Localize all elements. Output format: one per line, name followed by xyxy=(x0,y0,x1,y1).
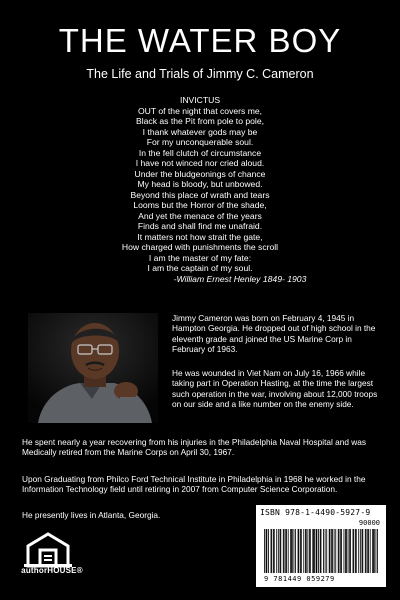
barcode-bar xyxy=(266,529,267,573)
barcode-bar xyxy=(295,529,296,573)
barcode-bar xyxy=(349,529,350,573)
barcode-bar xyxy=(338,529,339,573)
poem-line: How charged with punishments the scroll xyxy=(121,242,279,252)
poem-heading: INVICTUS xyxy=(179,95,221,105)
poem-line: For my unconquerable soul. xyxy=(146,137,254,147)
author-photo-illustration xyxy=(28,313,158,423)
barcode-bar xyxy=(358,529,359,573)
poem-line: Black as the Pit from pole to pole, xyxy=(135,116,265,126)
poem-line: It matters not how strait the gate, xyxy=(137,231,263,242)
poem-line: I am the master of my fate: xyxy=(148,252,252,263)
bio-paragraph-career: Upon Graduating from Philco Ford Technical Institute in Philadelphia in 1968 he worked in the Information Technology field until retiring in 2007 from Computer Science Corporation. xyxy=(22,474,366,495)
barcode-bar xyxy=(353,529,354,573)
barcode-bar xyxy=(330,529,331,573)
barcode-bar xyxy=(316,529,317,573)
barcode-bar xyxy=(290,529,291,573)
barcode-bar xyxy=(321,529,322,573)
poem-line: I thank whatever gods may be xyxy=(142,126,258,137)
barcode-bar xyxy=(291,529,292,573)
barcode-bar xyxy=(276,529,277,573)
barcode-bar xyxy=(314,529,315,573)
barcode-bar xyxy=(303,529,304,573)
barcode-bar xyxy=(312,529,313,573)
barcode-bar xyxy=(339,529,340,573)
barcode-bar xyxy=(266,529,267,573)
poem-line: OUT of the night that covers me, xyxy=(137,105,263,116)
barcode-bar xyxy=(268,529,269,573)
barcode-bar xyxy=(305,529,306,573)
barcode-bar xyxy=(280,529,281,573)
barcode-bar xyxy=(350,529,351,573)
barcode-bar xyxy=(329,529,330,573)
barcode-bar xyxy=(373,529,374,573)
barcode-bar xyxy=(326,529,327,573)
barcode-bar xyxy=(362,529,363,573)
barcode-bar xyxy=(360,529,361,573)
barcode-bar xyxy=(278,529,279,573)
barcode-bar xyxy=(374,529,375,573)
poem-line: In the fell clutch of circumstance xyxy=(138,147,262,158)
bio-paragraph-recovery: He spent nearly a year recovering from his injuries in the Philadelphia Naval Hospital and was Medically retired from the Marine Corps on April 30, 1967. xyxy=(22,437,367,458)
barcode-bar xyxy=(346,529,347,573)
poem-line: Looms but the Horror of the shade, xyxy=(133,200,267,210)
barcode-bar xyxy=(292,529,293,573)
barcode-bar xyxy=(298,529,299,573)
barcode-bar xyxy=(366,529,367,573)
isbn-barcode xyxy=(256,505,386,587)
barcode-bar xyxy=(355,529,356,573)
barcode-bar xyxy=(264,529,265,573)
poem-line: Finds and shall find me unafraid. xyxy=(137,221,263,231)
bio-paragraph-wounded: He was wounded in Viet Nam on July 16, 1966 while taking part in Operation Hasting, at the time the largest such operation in the war, involving about 12,000 troops on our side and a like number on the enemy side. xyxy=(172,368,378,410)
barcode-number: 9 781449 059279 xyxy=(264,575,335,583)
barcode-addon: 90000 xyxy=(358,519,380,527)
barcode-bar xyxy=(306,529,307,573)
barcode-bar xyxy=(301,529,302,573)
barcode-bar xyxy=(273,529,274,573)
barcode-bar xyxy=(298,529,299,573)
poem-line: My head is bloody, but unbowed. xyxy=(137,179,263,189)
barcode-bar xyxy=(334,529,335,573)
bio-paragraph-residence: He presently lives in Atlanta, Georgia. xyxy=(22,510,161,520)
poem-line: Under the bludgeonings of chance xyxy=(134,168,266,179)
poem-line: Beyond this place of wrath and tears xyxy=(130,189,270,200)
book-subtitle: The Life and Trials of Jimmy C. Cameron xyxy=(86,67,314,81)
barcode-bar xyxy=(283,529,284,573)
poem-attribution: -William Ernest Henley 1849- 1903 xyxy=(173,273,307,284)
barcode-bar xyxy=(377,529,378,573)
poem-line: I am the captain of my soul. xyxy=(147,263,253,273)
barcode-bar xyxy=(271,529,272,573)
barcode-bar xyxy=(300,529,301,573)
barcode-bar xyxy=(367,529,368,573)
barcode-bar xyxy=(285,529,286,573)
isbn-text: ISBN 978-1-4490-5927-9 xyxy=(260,508,371,517)
barcode-bar xyxy=(335,529,336,573)
barcode-bar xyxy=(368,529,369,573)
barcode-bar xyxy=(307,529,308,573)
barcode-bar xyxy=(280,529,281,573)
poem-line: And yet the menace of the years xyxy=(138,210,262,221)
barcode-bar xyxy=(318,529,319,573)
book-title: THE WATER BOY xyxy=(58,22,342,59)
barcode-bar xyxy=(345,529,346,573)
barcode-bar xyxy=(323,529,324,573)
barcode-bar xyxy=(320,529,321,573)
barcode-bar xyxy=(341,529,342,573)
barcode-bar xyxy=(340,529,341,573)
barcode-bar xyxy=(271,529,272,573)
barcode-bar xyxy=(325,529,326,573)
poem-line: I have not winced nor cried aloud. xyxy=(135,158,265,168)
barcode-bar xyxy=(344,529,345,573)
barcode-bar xyxy=(370,529,371,573)
barcode-bar xyxy=(309,529,310,573)
barcode-bar xyxy=(365,529,366,573)
barcode-bar xyxy=(288,529,289,573)
barcode-bar xyxy=(376,529,377,573)
barcode-bar xyxy=(310,529,311,573)
poem-block xyxy=(60,95,340,284)
barcode-bar xyxy=(332,529,333,573)
barcode-bar xyxy=(331,529,332,573)
barcode-bar xyxy=(353,529,354,573)
barcode-bar xyxy=(348,529,349,573)
barcode-bar xyxy=(274,529,275,573)
barcode-bar xyxy=(294,529,295,573)
author-photo xyxy=(28,313,158,423)
publisher-name: authorHOUSE® xyxy=(21,566,83,575)
house-logo-icon xyxy=(18,530,78,568)
barcode-bar xyxy=(356,529,357,573)
barcode-bar xyxy=(362,529,363,573)
barcode-bar xyxy=(284,529,285,573)
barcode-bar xyxy=(313,529,314,573)
barcode-bar xyxy=(372,529,373,573)
barcode-bar xyxy=(286,529,287,573)
bio-paragraph-birth: Jimmy Cameron was born on February 4, 1945 in Hampton Georgia. He dropped out of high school in the eleventh grade and joined the US Marine Corp in February of 1963. xyxy=(172,313,376,355)
barcode-bar xyxy=(316,529,317,573)
